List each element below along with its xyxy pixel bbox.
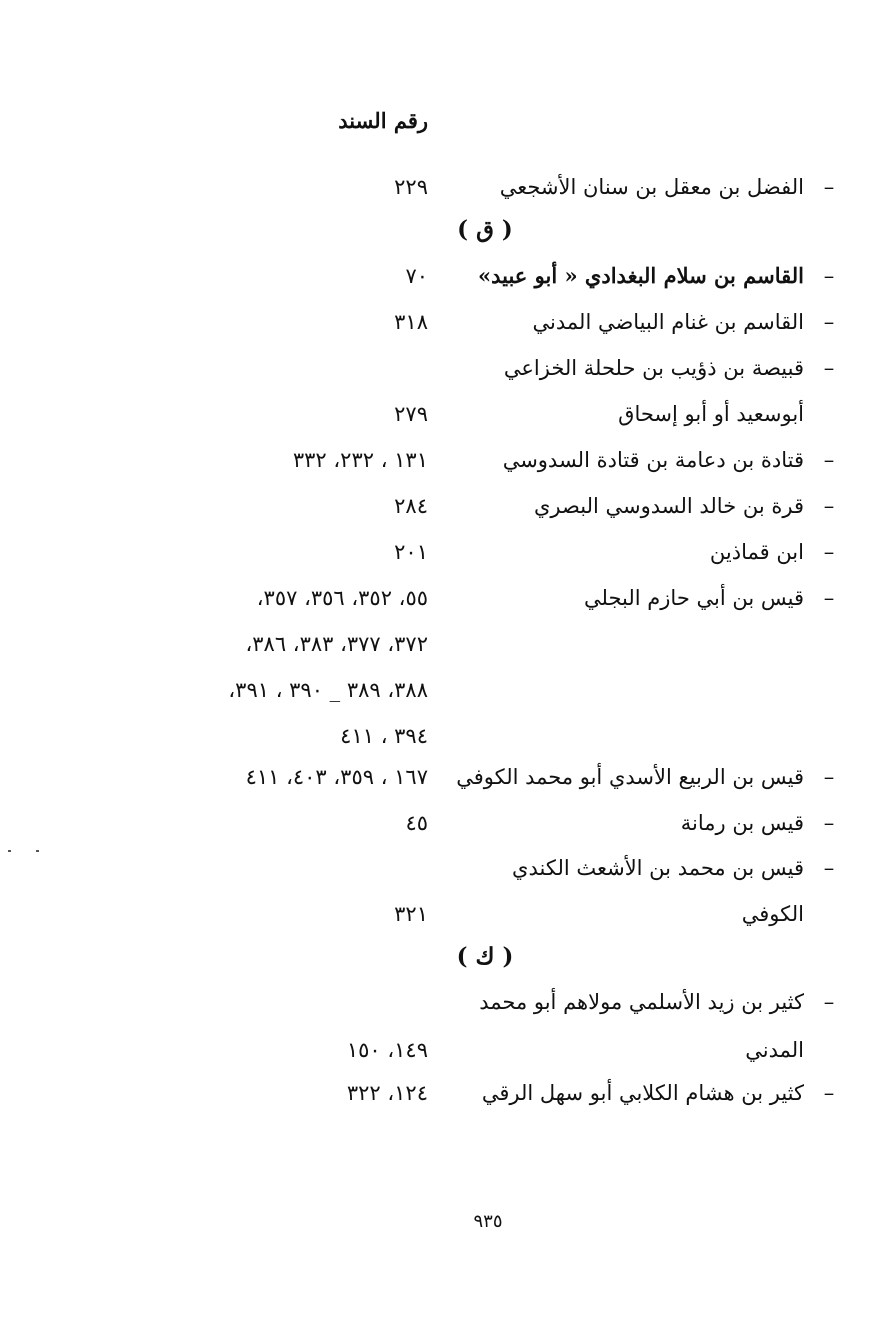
narrator-name: قيس بن رمانة — [680, 811, 804, 835]
index-entry — [140, 754, 840, 800]
entry-dash: – — [823, 1081, 835, 1105]
narrator-name: كثير بن زيد الأسلمي مولاهم أبو محمد — [479, 990, 804, 1014]
index-entry-continuation — [140, 667, 840, 713]
narrator-name: الفضل بن معقل بن سنان الأشجعي — [499, 175, 804, 199]
entry-dash: – — [823, 356, 835, 380]
entry-dash: – — [823, 811, 835, 835]
index-entry — [140, 345, 840, 391]
index-entry — [140, 437, 840, 483]
entry-dash: – — [823, 586, 835, 610]
index-entry — [140, 845, 840, 891]
reference-numbers: ٢٠١ — [394, 540, 428, 564]
index-entry — [140, 529, 840, 575]
entry-dash: – — [823, 540, 835, 564]
reference-numbers: ٢٨٤ — [394, 494, 428, 518]
index-entry-continuation — [140, 391, 840, 437]
entry-dash: – — [823, 990, 835, 1014]
narrator-name: ابن قماذين — [709, 540, 804, 564]
reference-numbers: ٧٠ — [405, 264, 428, 288]
narrator-name: قرة بن خالد السدوسي البصري — [534, 494, 804, 518]
narrator-name: المدني — [745, 1038, 804, 1062]
narrator-name: قيس بن أبي حازم البجلي — [584, 586, 804, 610]
index-entry-continuation — [140, 891, 840, 937]
reference-numbers: ٣٨٨، ٣٨٩ _ ٣٩٠ ، ٣٩١، — [228, 678, 428, 702]
reference-numbers: ٣١٨ — [394, 310, 428, 334]
narrator-name: الكوفي — [741, 902, 804, 926]
reference-numbers: ٣٢١ — [394, 902, 428, 926]
entry-dash: – — [823, 765, 835, 789]
index-entry — [140, 800, 840, 846]
entry-dash: – — [823, 264, 835, 288]
reference-numbers: ٣٩٤ ، ٤١١ — [340, 724, 428, 748]
index-entry-continuation — [140, 1027, 840, 1073]
reference-numbers: ٤٥ — [405, 811, 428, 835]
entry-dash: – — [823, 310, 835, 334]
entry-dash: – — [823, 856, 835, 880]
narrator-name: قيس بن محمد بن الأشعث الكندي — [512, 856, 804, 880]
entry-dash: – — [823, 494, 835, 518]
narrator-name: أبوسعيد أو أبو إسحاق — [618, 402, 804, 426]
section-letter-qaf: ( ق ) — [457, 216, 513, 243]
index-entry-continuation — [140, 713, 840, 759]
section-letter-kaf: ( ك ) — [456, 943, 514, 970]
page-number: ٩٣٥ — [473, 1211, 503, 1232]
index-entry — [140, 299, 840, 345]
reference-numbers: ٣٧٢، ٣٧٧، ٣٨٣، ٣٨٦، — [245, 632, 428, 656]
index-entry — [140, 483, 840, 529]
index-entry — [140, 164, 840, 210]
reference-numbers: ١٤٩، ١٥٠ — [346, 1038, 428, 1062]
reference-numbers: ٢٢٩ — [394, 175, 428, 199]
index-entry-continuation — [140, 621, 840, 667]
narrator-name: قبيصة بن ذؤيب بن حلحلة الخزاعي — [503, 356, 804, 380]
reference-numbers: ١٦٧ ، ٣٥٩، ٤٠٣، ٤١١ — [245, 765, 428, 789]
narrator-name: كثير بن هشام الكلابي أبو سهل الرقي — [481, 1081, 804, 1105]
narrator-name: قتادة بن دعامة بن قتادة السدوسي — [502, 448, 804, 472]
reference-numbers: ٢٧٩ — [394, 402, 428, 426]
narrator-name: القاسم بن غنام البياضي المدني — [532, 310, 804, 334]
index-entry — [140, 1070, 840, 1116]
scan-specks — [8, 848, 60, 854]
index-entry — [140, 979, 840, 1025]
reference-numbers: ١٢٤، ٣٢٢ — [346, 1081, 428, 1105]
reference-numbers: ٥٥، ٣٥٢، ٣٥٦، ٣٥٧، — [256, 586, 428, 610]
index-entry — [140, 575, 840, 621]
index-entry — [140, 253, 840, 299]
reference-numbers: ١٣١ ، ٢٣٢، ٣٣٢ — [292, 448, 428, 472]
column-header: رقم السند — [338, 108, 428, 133]
entry-dash: – — [823, 448, 835, 472]
narrator-name: قيس بن الربيع الأسدي أبو محمد الكوفي — [456, 765, 804, 789]
narrator-name: القاسم بن سلام البغدادي « أبو عبيد» — [477, 263, 804, 288]
entry-dash: – — [823, 175, 835, 199]
